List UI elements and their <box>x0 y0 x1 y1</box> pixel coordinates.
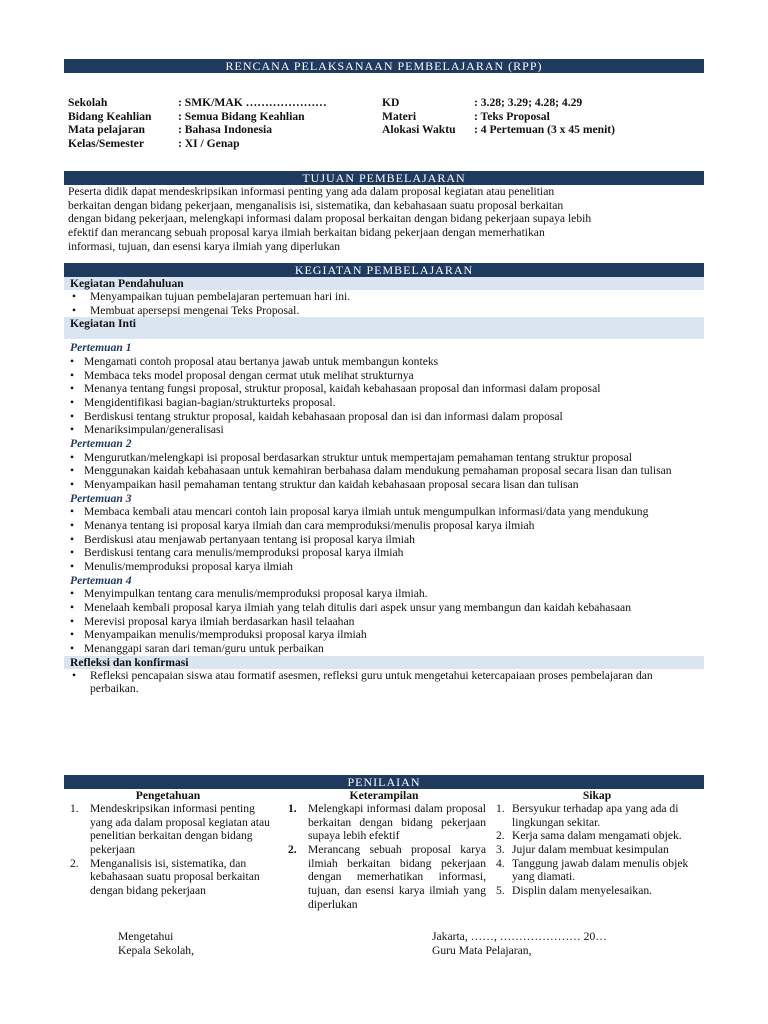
item-text: Merancang sebuah proposal karya ilmiah berkaitan bidang pekerjaan dengan memerhatikan informasi, tujuan, dan esensi karya ilmiah yang diperlukan <box>308 843 486 911</box>
identity-value: : Semua Bidang Keahlian <box>178 109 305 123</box>
list-item <box>496 802 698 829</box>
identity-label: KD <box>382 96 400 109</box>
identity-label: Materi <box>382 109 417 123</box>
identity-label: Bidang Keahlian <box>68 109 152 123</box>
identity-value: : 3.28; 3.29; 4.28; 4.29 <box>474 96 583 109</box>
tujuan-line: berkaitan dengan bidang pekerjaan, menganalisis isi, sistematika, dan kebahasaan suatu proposal berkaitan <box>68 198 564 212</box>
tujuan-heading: TUJUAN PEMBELAJARAN <box>64 171 704 185</box>
pertemuan-2-title: Pertemuan 2 <box>70 437 132 451</box>
item-number: 1. <box>70 802 79 815</box>
item-number: 1. <box>288 802 297 815</box>
item-text: Menganalisis isi, sistematika, dan kebahasaan suatu proposal berkaitan dengan bidang pekerjaan <box>90 856 260 898</box>
list-item: • Menanggapi saran dari teman/guru untuk perbaikan <box>64 642 704 656</box>
list-item: • Menyimpulkan tentang cara menulis/memproduksi proposal karya ilmiah. <box>64 587 704 601</box>
keterampilan-list <box>282 802 486 911</box>
inti-title: Kegiatan Inti <box>64 317 704 339</box>
list-item: • Membaca kembali atau mencari contoh lain proposal karya ilmiah untuk mengumpulkan informasi/data yang mendukung <box>64 505 704 519</box>
pertemuan-3-list <box>64 505 704 573</box>
list-item: • Menariksimpulan/generalisasi <box>64 423 704 437</box>
kegiatan-section <box>64 277 704 696</box>
document-title: RENCANA PELAKSANAAN PEMBELAJARAN (RPP) <box>64 59 704 73</box>
item-number: 1. <box>496 802 505 815</box>
signature-line: Jakarta, ……, ………………… 20… <box>432 930 607 943</box>
identity-row <box>68 110 700 124</box>
list-item: • Mengurutkan/melengkapi isi proposal berdasarkan struktur untuk mempertajam pemahaman tentang struktur proposal <box>64 451 704 465</box>
list-item <box>282 802 486 843</box>
list-item <box>496 843 698 857</box>
identity-label: Kelas/Semester <box>68 136 144 150</box>
pertemuan-1-title: Pertemuan 1 <box>70 341 132 355</box>
item-number: 2. <box>70 856 79 870</box>
list-item: • Mengidentifikasi bagian-bagian/strukturteks proposal. <box>64 396 704 410</box>
item-number: 3. <box>496 843 505 857</box>
identity-value: : Teks Proposal <box>474 109 550 123</box>
list-item: • Berdiskusi atau menjawab pertanyaan tentang isi proposal karya ilmiah <box>64 533 704 547</box>
list-item: • Menggunakan kaidah kebahasaan untuk kemahiran berbahasa dalam mendukung pemahaman proposal secara lisan dan tulisan <box>64 464 704 478</box>
refleksi-title: Refleksi dan konfirmasi <box>64 656 704 669</box>
pertemuan-4-list <box>64 587 704 655</box>
penilaian-table <box>64 789 704 911</box>
sikap-header: Sikap <box>582 789 612 802</box>
pendahuluan-title: Kegiatan Pendahuluan <box>64 277 704 290</box>
item-text: Mendeskripsikan informasi penting yang ada dalam proposal kegiatan atau penelitian berkaitan dengan bidang pekerjaan <box>90 802 270 857</box>
list-item: • Mengamati contoh proposal atau bertanya jawab untuk membangun konteks <box>64 355 704 369</box>
identity-value: : XI / Genap <box>178 136 240 150</box>
identity-value: : Bahasa Indonesia <box>178 123 273 136</box>
identity-label: Sekolah <box>68 96 108 109</box>
keterampilan-column <box>282 789 496 911</box>
list-item: • Menelaah kembali proposal karya ilmiah yang telah ditulis dari aspek unsur yang membangun dan kaidah kebahasaan <box>64 601 704 615</box>
pengetahuan-header: Pengetahuan <box>135 789 201 802</box>
identity-value: : 4 Pertemuan (3 x 45 menit) <box>474 123 616 136</box>
item-text: Tanggung jawab dalam menulis objek yang diamati. <box>512 856 689 884</box>
list-item <box>282 843 486 911</box>
list-item: • Membaca teks model proposal dengan cermat utuk melihat strukturnya <box>64 369 704 383</box>
pertemuan-4-title: Pertemuan 4 <box>70 573 132 587</box>
list-item: • Menanya tentang isi proposal karya ilmiah dan cara memproduksi/menulis proposal karya ilmiah <box>64 519 704 533</box>
identity-block <box>68 96 700 150</box>
tujuan-section <box>64 185 704 253</box>
keterampilan-header: Keterampilan <box>349 789 419 802</box>
identity-label: Alokasi Waktu <box>382 123 456 136</box>
list-item: • Merevisi proposal karya ilmiah berdasarkan hasil telaahan <box>64 615 704 629</box>
item-text: Jujur dalam membuat kesimpulan <box>512 843 669 857</box>
pengetahuan-column <box>64 789 282 911</box>
list-item: • Berdiskusi tentang struktur proposal, kaidah kebahasaan proposal dan isi dan informasi dalam proposal <box>64 410 704 424</box>
list-item: • Membuat apersepsi mengenai Teks Proposal. <box>64 304 704 318</box>
tujuan-line: efektif dan merancang sebuah proposal karya ilmiah berkaitan bidang pekerjaan dengan memerhatikan <box>68 226 545 240</box>
signature-line: Mengetahui <box>118 930 174 943</box>
identity-row <box>68 123 700 137</box>
pengetahuan-list <box>64 802 272 898</box>
pertemuan-1-list <box>64 355 704 437</box>
list-item: • Refleksi pencapaian siswa atau formatif asesmen, refleksi guru untuk mengetahui ketercapaiaan proses pembelajaran dan perbaikan. <box>64 669 704 696</box>
list-item <box>496 829 698 843</box>
list-item: • Berdiskusi tentang cara menulis/memproduksi proposal karya ilmiah <box>64 546 704 560</box>
item-text: Bersyukur terhadap apa yang ada di lingkungan sekitar. <box>512 802 679 829</box>
item-number: 2. <box>288 843 297 857</box>
headmaster-signature <box>118 930 194 957</box>
identity-row <box>68 96 700 110</box>
item-number: 5. <box>496 884 505 898</box>
signature-line: Guru Mata Pelajaran, <box>432 943 532 957</box>
pendahuluan-list <box>64 290 704 317</box>
list-item <box>64 857 272 898</box>
identity-value: : SMK/MAK ………………… <box>178 96 327 109</box>
penilaian-heading: PENILAIAN <box>64 775 704 789</box>
tujuan-line: informasi, tujuan, dan esensi karya ilmiah yang diperlukan <box>68 239 341 253</box>
list-item <box>64 802 272 857</box>
list-item: • Menulis/memproduksi proposal karya ilmiah <box>64 560 704 574</box>
teacher-signature <box>432 930 607 957</box>
item-text: Displin dalam menyelesaikan. <box>512 884 653 898</box>
sikap-list <box>496 802 698 898</box>
list-item <box>496 857 698 884</box>
list-item: • Menyampaikan menulis/memproduksi proposal karya ilmiah <box>64 628 704 642</box>
sikap-column <box>496 789 704 911</box>
item-number: 4. <box>496 856 505 870</box>
list-item: • Menanya tentang fungsi proposal, struktur proposal, kaidah kebahasaan proposal dan informasi dalam proposal <box>64 382 704 396</box>
identity-row <box>68 137 700 151</box>
kegiatan-heading: KEGIATAN PEMBELAJARAN <box>64 263 704 277</box>
item-text: Kerja sama dalam mengamati objek. <box>512 829 682 843</box>
refleksi-list <box>64 669 704 696</box>
identity-label <box>382 137 474 151</box>
list-item: • Menyampaikan tujuan pembelajaran pertemuan hari ini. <box>64 290 704 304</box>
pertemuan-3-title: Pertemuan 3 <box>70 491 132 505</box>
list-item: • Menyampaikan hasil pemahaman tentang struktur dan kaidah kebahasaan proposal secara lisan dan tulisan <box>64 478 704 492</box>
pertemuan-2-list <box>64 451 704 492</box>
tujuan-line: Peserta didik dapat mendeskripsikan informasi penting yang ada dalam proposal kegiatan atau penelitian <box>68 185 555 198</box>
signature-line: Kepala Sekolah, <box>118 943 194 957</box>
identity-label: Mata pelajaran <box>68 123 145 136</box>
list-item <box>496 884 698 898</box>
item-number: 2. <box>496 829 505 843</box>
item-text: Melengkapi informasi dalam proposal berkaitan dengan bidang pekerjaan supaya lebih efektif <box>308 802 486 843</box>
identity-value <box>474 137 700 151</box>
tujuan-line: dengan bidang pekerjaan, melengkapi informasi dalam proposal berkaitan dengan bidang pekerjaan supaya lebih <box>68 212 592 226</box>
